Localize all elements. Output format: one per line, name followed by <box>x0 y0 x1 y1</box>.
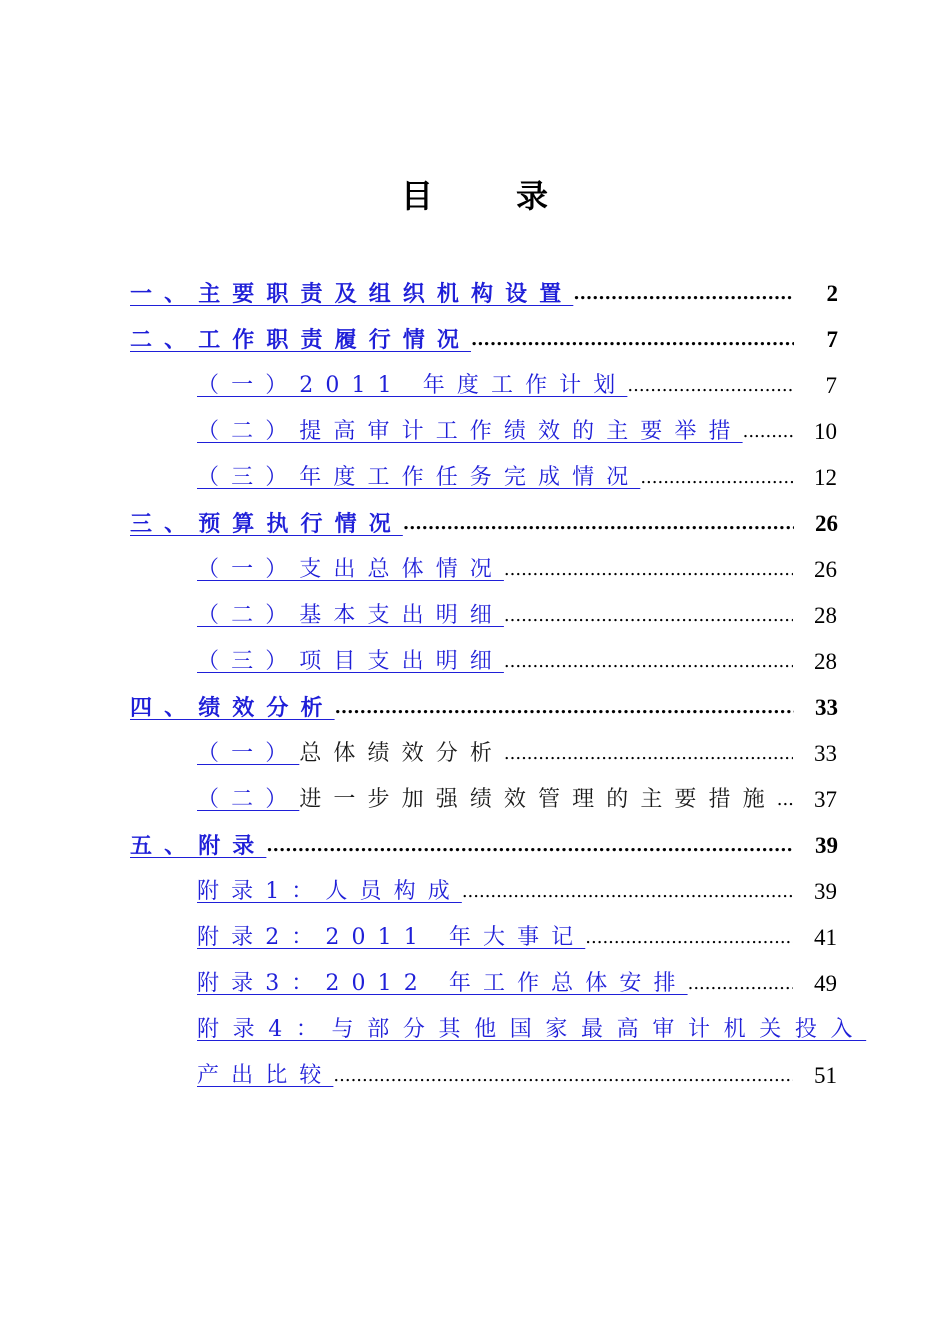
dot-leader <box>573 279 794 309</box>
toc-entry-label <box>197 785 777 815</box>
toc-entry-appendix-2[interactable] <box>197 907 837 953</box>
dot-leader <box>585 923 793 953</box>
title-char-2: 录 <box>516 177 550 215</box>
toc-entry-section-4[interactable] <box>130 677 838 723</box>
toc-page-number: 26 <box>814 557 837 582</box>
toc-entry-section-2-3[interactable] <box>197 447 837 493</box>
toc-entry-appendix-1[interactable] <box>197 861 837 907</box>
toc-entry-link[interactable]: 附录4：与部分其他国家最高审计机关投入 <box>197 1017 867 1042</box>
toc-entry-section-2[interactable] <box>130 309 838 355</box>
toc-entry-section-5[interactable] <box>130 815 838 861</box>
toc-page-number: 7 <box>825 373 837 398</box>
toc-entry-section-3-3[interactable] <box>197 631 837 677</box>
toc-entry-section-1[interactable] <box>130 263 838 309</box>
toc-page-number: 28 <box>814 649 837 674</box>
dot-leader <box>627 371 793 401</box>
toc-entry-text: 总体绩效分析 <box>299 741 504 766</box>
dot-leader <box>504 647 793 677</box>
toc-entry-appendix-4-line2[interactable] <box>180 1045 837 1091</box>
toc-entry-link[interactable]: 二、工作职责履行情况 <box>130 327 472 353</box>
toc-entry-link[interactable]: 一、主要职责及组织机构设置 <box>130 281 574 307</box>
toc-entry-section-4-1[interactable] <box>197 723 837 769</box>
toc-entry-appendix-4-line1[interactable] <box>197 999 867 1045</box>
toc-entry-link[interactable]: 产出比较 <box>197 1063 334 1088</box>
toc-entry-link[interactable]: 附录1：人员构成 <box>197 879 462 904</box>
toc-entry-section-4-2[interactable] <box>197 769 837 815</box>
toc-page-number: 28 <box>814 603 837 628</box>
dot-leader <box>640 463 793 493</box>
toc-entry-label <box>197 739 504 769</box>
dot-leader <box>688 969 793 999</box>
toc-entry-link[interactable]: 附录3：2012 年工作总体安排 <box>197 971 688 996</box>
toc-page-number: 26 <box>815 511 838 536</box>
toc-entry-section-3-1[interactable] <box>197 539 837 585</box>
toc-entry-section-3-2[interactable] <box>197 585 837 631</box>
dot-leader <box>403 509 794 539</box>
toc-entry-link[interactable]: 附录2：2011 年大事记 <box>197 925 586 950</box>
toc-entry-section-2-1[interactable] <box>197 355 837 401</box>
toc-entry-link[interactable]: （二）提高审计工作绩效的主要举措 <box>197 419 743 444</box>
toc-page-number: 33 <box>815 695 838 720</box>
toc-entry-link[interactable]: （一） <box>197 741 300 766</box>
toc-entry-link[interactable]: （一）支出总体情况 <box>197 557 504 582</box>
toc-page-number: 2 <box>826 281 838 306</box>
dot-leader <box>504 739 793 769</box>
toc-page-number: 41 <box>814 925 837 950</box>
toc-entry-appendix-3[interactable] <box>197 953 837 999</box>
toc-entry-link[interactable]: （三）年度工作任务完成情况 <box>197 465 641 490</box>
toc-entry-link[interactable]: （二）基本支出明细 <box>197 603 504 628</box>
toc-entry-link[interactable]: 五、附录 <box>130 833 267 859</box>
page-title <box>0 171 950 217</box>
toc-page-number: 39 <box>815 833 838 858</box>
dot-leader <box>335 693 794 723</box>
dot-leader <box>266 831 794 861</box>
toc-entry-section-3[interactable] <box>130 493 838 539</box>
toc-page-number: 10 <box>814 419 837 444</box>
toc-page-number: 33 <box>814 741 837 766</box>
toc-entry-link[interactable]: （一）2011 年度工作计划 <box>197 373 628 398</box>
toc-page-number: 37 <box>814 787 837 812</box>
toc-entry-text: 进一步加强绩效管理的主要措施 <box>299 787 777 812</box>
toc-entry-link[interactable]: （二） <box>197 787 300 812</box>
dot-leader <box>462 877 793 907</box>
dot-leader <box>504 555 793 585</box>
toc-page-number: 12 <box>814 465 837 490</box>
toc-page-number: 49 <box>814 971 837 996</box>
toc-entry-link[interactable]: 三、预算执行情况 <box>130 511 403 537</box>
dot-leader <box>471 325 794 355</box>
dot-leader <box>777 785 793 815</box>
toc-page-number: 39 <box>814 879 837 904</box>
toc-entry-link[interactable]: （三）项目支出明细 <box>197 649 504 674</box>
dot-leader <box>743 417 793 447</box>
toc-page-number: 7 <box>826 327 838 352</box>
dot-leader <box>504 601 793 631</box>
toc-entry-link[interactable]: 四、绩效分析 <box>130 695 335 721</box>
toc-page-number: 51 <box>814 1063 837 1088</box>
toc-entry-section-2-2[interactable] <box>197 401 837 447</box>
title-char-1: 目 <box>400 177 434 215</box>
dot-leader <box>333 1061 793 1091</box>
